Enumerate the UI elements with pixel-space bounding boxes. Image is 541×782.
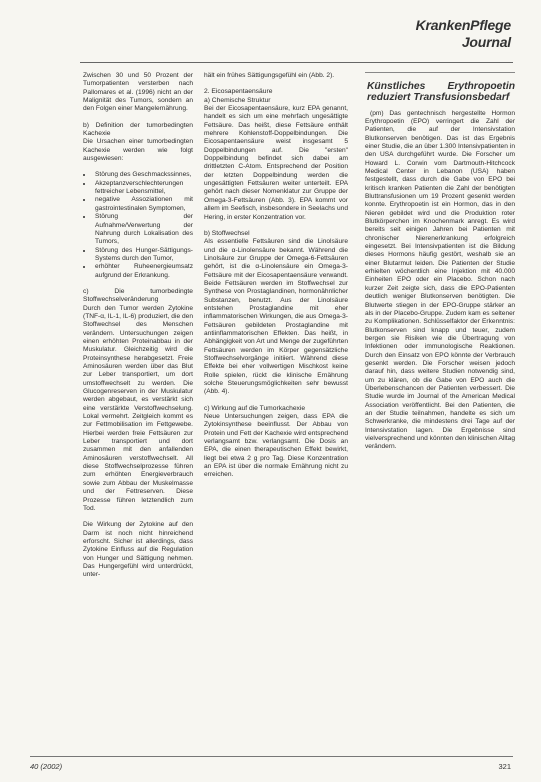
header-divider <box>80 62 513 63</box>
subsection-c-text: Neue Untersuchungen zeigen, dass EPA die Zytokinsynthese beeinflusst. Der Abbau von Protein und Fett der Kachexie wird entsprechend verlangsamt bzw. verlangsamt. Die Dosis an EPA, die einen therapeutischen Effekt bewirkt, liegt bei etwa 2 g pro Tag. Diese Konzentration an EPA ist über die normale Ernährung nicht zu erreichen. <box>204 413 348 479</box>
section-b-text: Die Ursachen einer tumorbedingten Kachexie werden wie folgt ausgewiesen: <box>83 138 193 163</box>
issue-number: 40 (2002) <box>30 762 63 771</box>
news-box-top-rule <box>365 72 515 73</box>
section-b-heading: b) Definition der tumorbedingten Kachexie <box>83 121 193 138</box>
subsection-b-text: Als essentielle Fettsäuren sind die Linolsäure und die α-Linolensäure bekannt. Während die Linolsäure zur Gruppe der Omega-6-Fettsäuren gehört, ist die α-Linolensäure ein Omega-3-Fettsäure mit der Eicosapentaensäure verwandt. Beide Fettsäuren werden im Stoffwechsel zur Synthese von Prostaglandinen, hormonähnlicher Substanzen, benutzt. Aus der Linolsäure entstehen Prostaglandine mit eher inflammatorischen Wirkungen, die aus Omega-3-Fettsäuren gebildeten Prostaglandine mit antiinflammatorischen Effekten. Das heißt, in Abhängigkeit von Art und Menge der zugeführten Fettsäuren werden im Körper gegensätzliche Stoffwechselvorgänge initiiert. Während diese Effekte bei eher vollwertigen Mischkost keine Rolle spielen, rückt die klinische Ernährung solche Steuerungsmöglichkeiten sehr bewusst (Abb. 4). <box>204 238 348 396</box>
journal-subname: Journal <box>461 34 511 50</box>
journal-name: KrankenPflege <box>415 17 511 33</box>
list-item: • Akzeptanzverschlechterungen fettreicher Lebensmittel, <box>93 180 193 197</box>
list-item: • Störung des Geschmackssinnes, <box>93 171 193 179</box>
subsection-a-text: Bei der Eicosapentaensäure, kurz EPA genannt, handelt es sich um eine mehrfach ungesättigte Fettsäure. Das heißt, diese Fettsäure enthält mehrere Kohlenstoff-Doppelbindungen. Die Eicosapentaensäure weist insgesamt 5 Doppelbindungen auf. Die "ersten" Doppelbindung befindet sich dabei am drittletzten C-Atom. Entsprechend der Position der letzten Doppelbindung werden die ungesättigten Fettsäuren weiter unterteilt. EPA gehört nach dieser Nomenklatur zur Gruppe der Omega-3-Fettsäuren (Abb. 3). EPA kommt vor allem im Seefisch, insbesondere in Seelachs und Hering, in erster Konzentration vor. <box>204 105 348 221</box>
list-item: • negative Assoziationen mit gastrointestinalen Symptomen, <box>93 196 193 213</box>
subsection-b-heading: b) Stoffwechsel <box>204 229 250 237</box>
section-c-text-2: Die Wirkung der Zytokine auf den Darm ist noch nicht hinreichend erforscht. Sicher ist allerdings, dass Zytokine Einfluss auf die Regulation von Hunger und Sättigung nehmen. Das Hungergefühl wird unterdrückt, unter- <box>83 521 193 579</box>
section-2-heading: 2. Eicosapentaensäure <box>204 88 273 96</box>
news-body: (pm) Das gentechnisch hergestellte Hormon Erythropoetin (EPO) verringert die Zahl der Patienten, die auf der Intensivstation Blutkonserven benötigen. Das ist das Ergebnis einer Studie, die an über 1.300 Intensivpatienten in den USA durchgeführt wurde. Die Forscher um Howard L. Corwin vom Dartmouth-Hitchcock Medical Center in Lebanon (USA) haben festgestellt, dass durch die Gabe von EPO bei kritisch kranken Patienten die Zahl der benötigten Bluttransfusionen um 19 Prozent gesenkt werden konnte. Erythropoetin ist ein Hormon, das in den Nieren gebildet wird und die Produktion roter Blutkörperchen im Knochenmark anregt. Es wird bereits seit einigen Jahren bei Patienten mit chronischer Nierenerkrankung erfolgreich eingesetzt. Bei Intensivpatienten ist die Bildung dieses Hormons häufig gestört, weshalb sie an einer Blutarmut leiden. Die Patienten der Studie erhielten wöchentlich eine Injektion mit 40.000 Einheiten EPO oder ein Placebo. Schon nach kurzer Zeit zeigte sich, dass die EPO-Patienten deutlich weniger Blutkonserven benötigten. Die Blutwerte stiegen in der EPO-Gruppe stärker an als in der Placebo-Gruppe. Zudem kam es seltener zu Komplikationen. Schlüsselfaktor der Erkenntnis: Blutkonserven sind knapp und teuer, zudem bergen sie Risiken wie die Übertragung von Infektionen oder immunologische Reaktionen. Durch den Einsatz von EPO könnte der Verbrauch gesenkt werden. Die Forscher weisen jedoch darauf hin, dass weitere Studien notwendig sind, um zu klären, ob die Gabe von EPO auch die Überlebenschancen der Patienten verbessert. Die Studie wurde im Journal of the American Medical Association veröffentlicht. Bei den Patienten, die an der Studie teilnahmen, handelte es sich um Schwerkranke, die mindestens drei Tage auf der Intensivstation lagen. Die Ergebnisse sind vielversprechend und könnten den klinischen Alltag verändern. <box>365 109 515 451</box>
column-2 <box>204 72 348 752</box>
cause-list <box>83 171 193 279</box>
section-c-heading: c) Die tumorbedingte Stoffwechselveränderung <box>83 287 193 304</box>
subsection-c-heading: c) Wirkung auf die Tumorkachexie <box>204 404 306 412</box>
footer-divider <box>30 756 513 757</box>
section-c-text: Durch den Tumor werden Zytokine (TNF-α, IL-1, IL-6) produziert, die den Stoffwechsel des Menschen verändern. Untersuchungen zeigen einen erhöhten Proteinabbau in der Muskulatur. Gleichzeitig wird die Proteinsynthese herabgesetzt. Freie Aminosäuren werden über das Blut zur Leber transportiert, um dort umstoffwechselt zu werden. Die Glucogenreserven in der Muskulatur werden abgebaut, es verstärkt sich eine verstärkte Verstoffwechselung. Lokal vermehrt. Zeitgleich kommt es zur Fettmobilisation im Fettgewebe. Hierbei werden freie Fettsäuren zur Leber transportiert und dort zusammen mit den anfallenden Aminosäuren verstoffwechselt. All diese Stoffwechselprozesse führen zum erhöhten Energieverbrauch sowie zum Abbau der Muskelmasse und der Fettreserven. Diese Prozesse führen letztendlich zum Tod. <box>83 304 193 512</box>
list-item: • Störung des Hunger-Sättigungs-Systems durch den Tumor, <box>93 247 193 264</box>
column-1 <box>83 72 193 752</box>
news-box <box>365 72 515 752</box>
list-item: • erhöhter Ruheenergieumsatz aufgrund der Erkrankung. <box>93 263 193 280</box>
continued-paragraph: hält ein frühes Sättigungsgefühl ein (Abb. 2). <box>204 72 335 79</box>
news-title: Künstliches Erythropoetin reduziert Transfusionsbedarf <box>367 81 515 104</box>
intro-paragraph: Zwischen 30 und 50 Prozent der Tumorpatienten versterben nach Pallomares et al. (1996) nicht an der Malignität des Tumors, sondern an den Folgen einer Mangelernährung. <box>83 72 193 113</box>
list-item: • Störung der Aufnahme/Verwertung der Nahrung durch Lokalisation des Tumors, <box>93 213 193 246</box>
page-number: 321 <box>498 762 511 771</box>
subsection-a-heading: a) Chemische Struktur <box>204 96 271 104</box>
journal-masthead <box>416 18 511 49</box>
